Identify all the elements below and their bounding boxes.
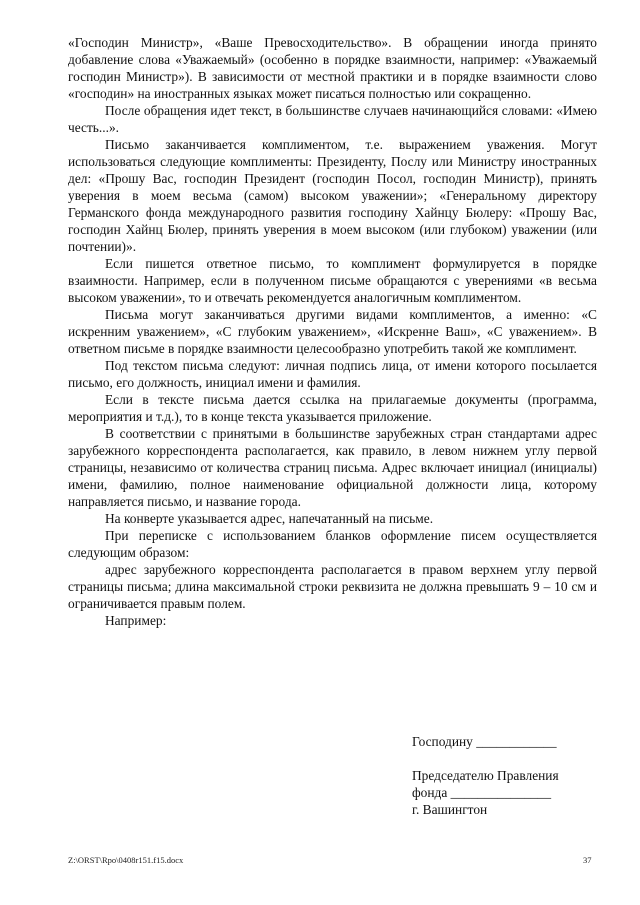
paragraph-compliment: Письмо заканчивается комплиментом, т.е. выражением уважения. Могут использоваться следующие комплименты: Президенту, Послу или Министру иностранных дел: «Прошу Вас, господин Президент (господин Посол, господин Министр), принять уверения в моем весьма (самом) высоком уважении»; «Генеральному директору Германского фонда международного развития господину Хайнцу Бюлеру: «Прошу Вас, господин Хайнц Бюлер, принять уверения в моем высоком (или глубоком) уважении (или почтении)».	[68, 137, 597, 254]
paragraph-correspondent-address: адрес зарубежного корреспондента располагается в правом верхнем углу первой страницы письма; длина максимальной строки реквизита не должна превышать 9 – 10 см и ограничивается правым полем.	[68, 562, 597, 611]
footer-page-number: 37	[583, 855, 592, 865]
paragraph-address-standards: В соответствии с принятыми в большинстве зарубежных стран стандартами адрес зарубежного корреспондента располагается, как правило, в левом нижнем углу первой страницы, независимо от количества страниц письма. Адрес включает инициал (инициалы) имени, фамилию, полное наименование официальной должности лица, которому направляется письмо, и название города.	[68, 426, 597, 509]
document-body	[68, 34, 597, 629]
paragraph-other-compliments: Письма могут заканчиваться другими видами комплиментов, а именно: «С искренним уважением», «С глубоким уважением», «Искренне Ваш», «С уважением». В ответном письме в порядке взаимности целесообразно употребить такой же комплимент.	[68, 307, 597, 356]
signature-line-position: Председателю Правления	[412, 768, 559, 783]
paragraph-address-forms: «Господин Министр», «Ваше Превосходительство». В обращении иногда принято добавление слова «Уважаемый» (особенно в порядке взаимности, например: «Уважаемый господин Министр»). В зависимости от местной практики и в порядке взаимности слово «господин» на иностранных языках может писаться полностью или сокращенно.	[68, 35, 597, 101]
paragraph-envelope: На конверте указывается адрес, напечатанный на письме.	[105, 511, 434, 526]
paragraph-letterhead: При переписке с использованием бланков оформление писем осуществляется следующим образом:	[68, 528, 597, 560]
paragraph-signature-info: Под текстом письма следуют: личная подпись лица, от имени которого посылается письмо, его должность, инициал имени и фамилия.	[68, 358, 597, 390]
footer-file-path: Z:\ORST\Rpo\0408r151.f15.docx	[68, 855, 184, 865]
paragraph-example: Например:	[105, 613, 167, 628]
paragraph-after-address: После обращения идет текст, в большинстве случаев начинающийся словами: «Имею честь...».	[68, 103, 597, 135]
signature-line-fund: фонда _______________	[412, 785, 552, 800]
signature-line-addressee: Господину ____________	[412, 734, 557, 749]
paragraph-reply-letter: Если пишется ответное письмо, то комплимент формулируется в порядке взаимности. Например, если в полученном письме обращаются с уверениями «в весьма высоком уважении», то и отвечать рекомендуется аналогичным комплиментом.	[68, 256, 597, 305]
signature-line-city: г. Вашингтон	[412, 802, 488, 817]
paragraph-attachments: Если в тексте письма дается ссылка на прилагаемые документы (программа, мероприятия и т.д.), то в конце текста указывается приложение.	[68, 392, 597, 424]
